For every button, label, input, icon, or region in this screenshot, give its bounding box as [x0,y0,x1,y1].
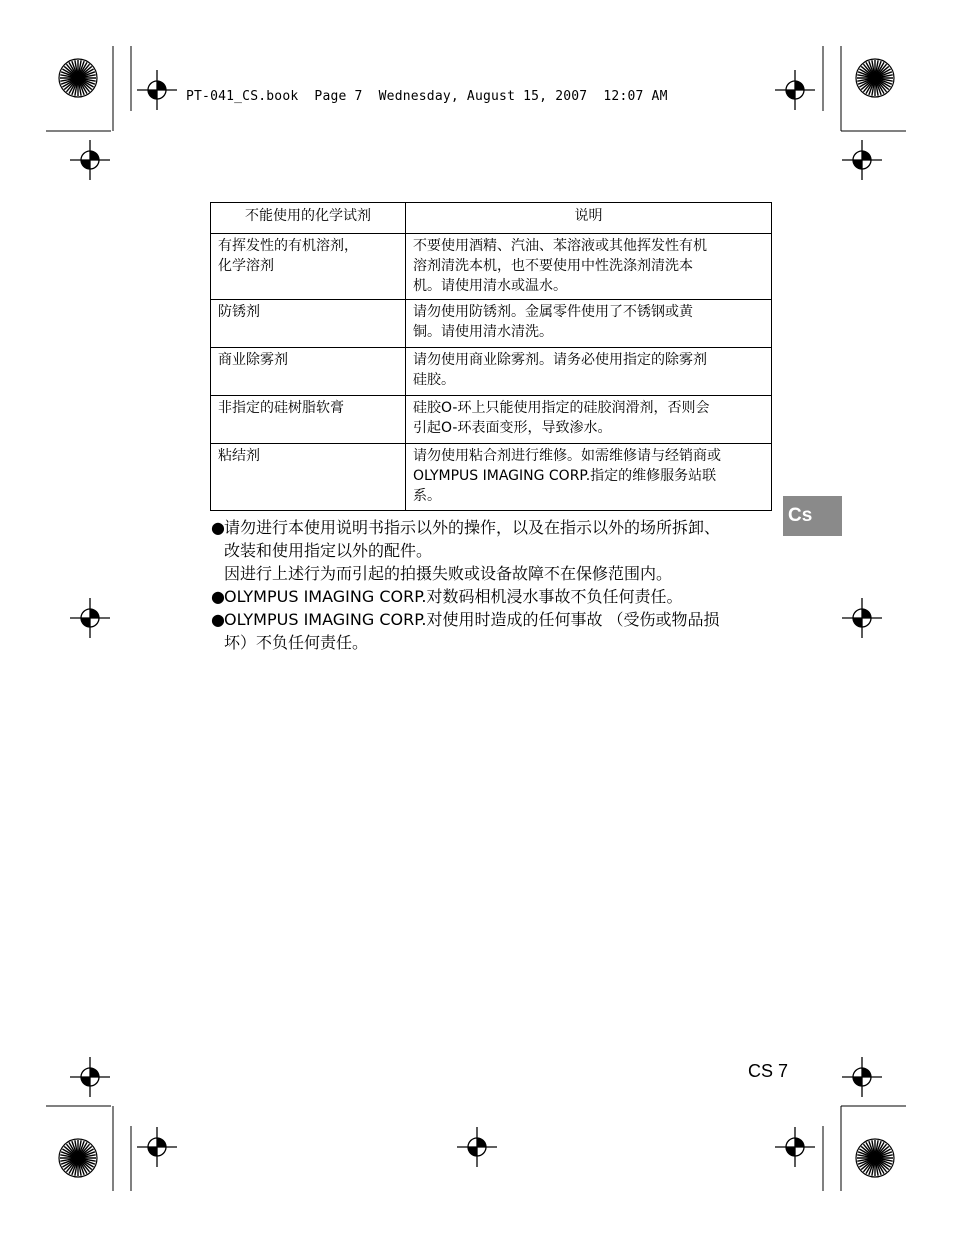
note-line: OLYMPUS IMAGING CORP.对数码相机浸水事故不负任何责任。 [224,587,683,606]
chemical-name-line: 防锈剂 [218,304,260,320]
chemical-cell [211,396,406,444]
registration-target-icon [70,598,110,638]
registration-target-icon [457,1127,497,1167]
registration-target-icon [842,140,882,180]
registration-target-icon [137,70,177,110]
bullet-icon: ● [211,587,225,606]
registration-target-icon [842,1057,882,1097]
table-header-row [211,203,772,234]
bullet-icon: ● [211,518,225,537]
table-row [211,234,772,300]
chemical-name-line: 化学溶剂 [218,258,274,274]
registration-starburst-icon [856,1139,894,1177]
prohibited-chemicals-table [210,202,772,511]
note-item [211,516,776,585]
note-item [211,608,776,654]
description-cell [406,444,772,511]
column-header-chemical: 不能使用的化学试剂 [211,203,406,234]
registration-starburst-icon [59,1139,97,1177]
chemical-name-line: 非指定的硅树脂软膏 [218,400,344,416]
note-line: 请勿进行本使用说明书指示以外的操作，以及在指示以外的场所拆卸、 [224,518,721,537]
description-cell [406,348,772,396]
description-line: 请勿使用防锈剂。金属零件使用了不锈钢或黄 [413,304,693,320]
chemical-name-line: 粘结剂 [218,448,260,464]
page-number: CS 7 [748,1061,789,1081]
chemical-cell [211,444,406,511]
description-line: 请勿使用粘合剂进行维修。如需维修请与经销商或 [413,448,721,464]
registration-starburst-icon [856,59,894,97]
registration-target-icon [775,1127,815,1167]
description-line: 硅胶。 [413,372,455,388]
table-row [211,444,772,511]
description-line: 溶剂清洗本机，也不要使用中性洗涤剂清洗本 [413,258,693,274]
bullet-icon: ● [211,610,225,629]
registration-target-icon [70,140,110,180]
table-row [211,348,772,396]
note-line: 坏）不负任何责任。 [224,633,369,652]
description-line: 硅胶O-环上只能使用指定的硅胶润滑剂，否则会 [413,400,710,416]
description-line: 不要使用酒精、汽油、苯溶液或其他挥发性有机 [413,238,707,254]
description-line: OLYMPUS IMAGING CORP.指定的维修服务站联 [413,468,717,484]
note-line: OLYMPUS IMAGING CORP.对使用时造成的任何事故 （受伤或物品损 [224,610,720,629]
chemical-cell [211,348,406,396]
chemical-cell [211,300,406,348]
description-line: 铜。请使用清水清洗。 [413,324,553,340]
registration-target-icon [70,1057,110,1097]
registration-target-icon [842,598,882,638]
chemical-name-line: 商业除雾剂 [218,352,288,368]
registration-target-icon [775,70,815,110]
description-cell [406,396,772,444]
note-item [211,585,776,608]
description-line: 请勿使用商业除雾剂。请务必使用指定的除雾剂 [413,352,707,368]
registration-starburst-icon [59,59,97,97]
note-line: 改装和使用指定以外的配件。 [224,541,433,560]
description-cell [406,300,772,348]
table-row [211,396,772,444]
chemical-name-line: 有挥发性的有机溶剂， [218,238,358,254]
language-tab: Cs [783,496,842,536]
note-line: 因进行上述行为而引起的拍摄失败或设备故障不在保修范围内。 [224,564,673,583]
description-cell [406,234,772,300]
column-header-description: 说明 [406,203,772,234]
description-line: 机。请使用清水或温水。 [413,278,567,294]
caution-notes [211,516,776,654]
registration-target-icon [137,1127,177,1167]
print-file-info: PT-041_CS.book Page 7 Wednesday, August 15, 2007 12:07 AM [186,89,668,104]
chemical-cell [211,234,406,300]
description-line: 系。 [413,488,441,504]
description-line: 引起O-环表面变形，导致渗水。 [413,420,612,436]
table-row [211,300,772,348]
